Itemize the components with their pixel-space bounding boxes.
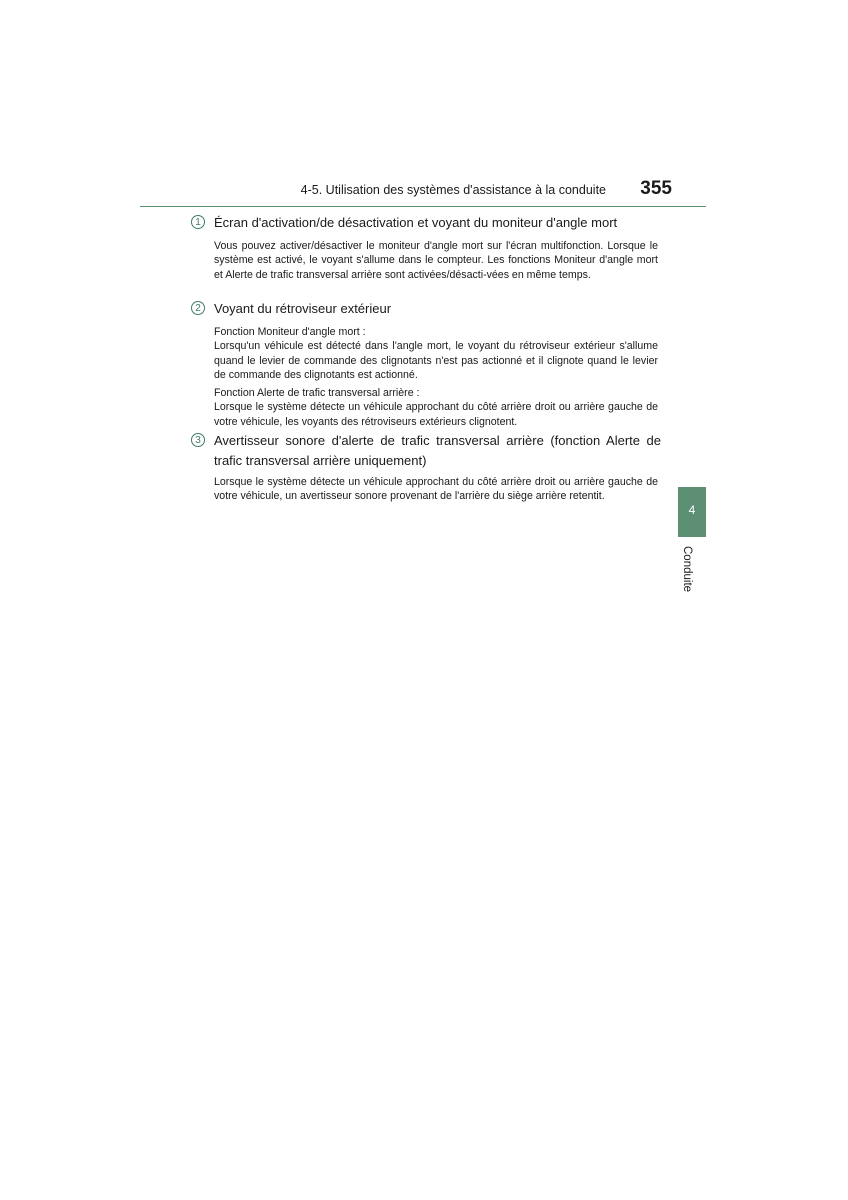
- blind-spot-function-text: Lorsqu'un véhicule est détecté dans l'angle mort, le voyant du rétroviseur extérieur s'allume quand le levier de commande des clignotants n'est pas actionné et il clignote quand le levier de commande des clignotants est actionné.: [214, 340, 658, 382]
- circled-number-2-icon: 2: [191, 301, 205, 315]
- item-3-paragraph: [214, 475, 658, 504]
- circled-number-3-icon: 3: [191, 433, 205, 447]
- item-2-title: [191, 299, 661, 318]
- item-3-title-text: Avertisseur sonore d'alerte de trafic transversal arrière (fonction Alerte de trafic transversal arrière uniquement): [214, 433, 661, 468]
- item-3-title: [191, 431, 661, 470]
- item-1-title-text: Écran d'activation/de désactivation et voyant du moniteur d'angle mort: [214, 215, 618, 230]
- rear-cross-traffic-function-heading: Fonction Alerte de trafic transversal arrière :: [214, 387, 420, 399]
- circled-number-1-icon: 1: [191, 215, 205, 229]
- page-number: 355: [640, 178, 672, 199]
- blind-spot-function-heading: Fonction Moniteur d'angle mort :: [214, 326, 366, 338]
- item-2-paragraph-rear-cross-traffic: [214, 386, 658, 429]
- item-2-title-text: Voyant du rétroviseur extérieur: [214, 301, 392, 316]
- item-1-paragraph: [214, 239, 658, 282]
- header-divider: [140, 206, 706, 207]
- rear-cross-traffic-function-text: Lorsque le système détecte un véhicule approchant du côté arrière droit ou arrière gauche de votre véhicule, les voyants des rétroviseurs extérieurs clignotent.: [214, 401, 658, 428]
- item-1-paragraph-text: Vous pouvez activer/désactiver le moniteur d'angle mort sur l'écran multifonction. Lorsque le système est activé, le voyant s'allume dans le compteur. Les fonctions Moniteur d'angle mort et Alerte de trafic transversal arrière sont activées/désacti-vées en même temps.: [214, 240, 658, 281]
- item-2-paragraph-blind-spot: [214, 325, 658, 383]
- item-1-title: [191, 213, 661, 232]
- item-3-paragraph-text: Lorsque le système détecte un véhicule approchant du côté arrière droit ou arrière gauche de votre véhicule, un avertisseur sonore provenant de l'arrière du siège arrière retentit.: [214, 476, 658, 503]
- section-header-title: 4-5. Utilisation des systèmes d'assistance à la conduite: [300, 183, 606, 197]
- chapter-label: Conduite: [681, 546, 693, 593]
- chapter-tab: 4: [678, 487, 706, 537]
